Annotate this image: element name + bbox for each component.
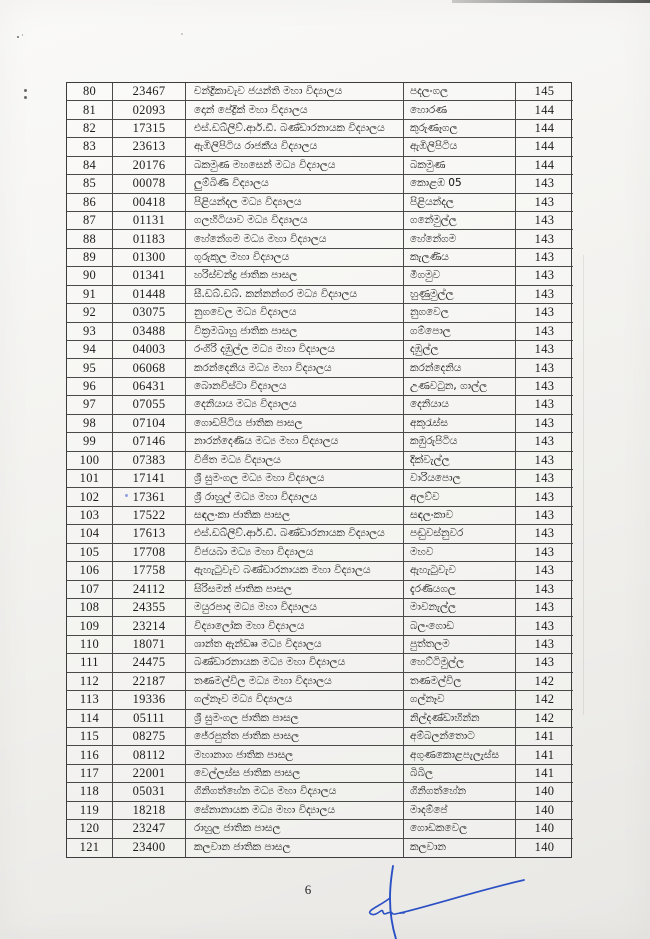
table-cell-place: හේනේගම [404,230,516,248]
table-cell-code: 08112 [113,746,186,764]
scan-speck [24,96,27,99]
table-cell-name: පිළියන්දල මධ්‍ය විද්‍යාලය [186,194,404,212]
table-cell-code: 23613 [113,138,186,156]
table-cell-no: 115 [67,728,113,746]
scan-artifact-vertical-line [583,255,584,715]
table-cell-code: 19336 [113,691,186,709]
table-cell-name: මයුරපාද මධ්‍ය මහා විද්‍යාලය [186,599,404,617]
table-cell-name: ලුම්බිණි විද්‍යාලය [186,175,404,193]
table-cell-code: 24112 [113,581,186,599]
table-cell-value: 140 [534,840,555,855]
table-cell-place: පදලංගල [404,83,516,101]
table-cell-no: 100 [67,452,113,470]
table-cell-value: 142 [516,691,573,709]
table-cell-name: ඇහැටුවැව බණ්ඩාරනායක මහා විද්‍යාලය [186,562,404,580]
table-cell-code: 05111 [113,710,186,728]
table-cell-code: 04003 [113,341,186,359]
table-cell-name: වික්‍රමබාහු ජාතික පාසල [186,323,404,341]
table-cell-no: 109 [67,617,113,635]
table-cell-code: 18071 [113,636,186,654]
table-cell-place: හොරණ [404,101,516,119]
table-cell-value: 143 [516,507,573,525]
table-cell-name: තණමල්විල මධ්‍ය මහා විද්‍යාලය [186,673,404,691]
table-cell-place: මාවනැල්ල [404,599,516,617]
table-cell-value: 143 [516,599,573,617]
scan-speck [17,36,19,38]
table-cell-no: 81 [67,101,113,119]
table-cell-code: 17141 [113,470,186,488]
table-cell-name: එස්.ඩබ්ලිව්.ආර්.ඩී. බණ්ඩාරනායක විද්‍යාලය [186,120,404,138]
table-cell-name: කරන්දෙනිය මධ්‍ය මහා විද්‍යාලය [186,359,404,377]
table-cell-value: 143 [516,617,573,635]
table-cell-no: 84 [67,157,113,175]
table-cell-place: මහව [404,544,516,562]
table-cell-place: පිළියන්දල [404,194,516,212]
table-cell-name: දෙනියාය මධ්‍ය විද්‍යාලය [186,396,404,414]
table-cell-no: 97 [67,396,113,414]
table-cell-no: 98 [67,415,113,433]
table-cell-place: අම්බලන්තොට [404,728,516,746]
table-cell-no: 102 [67,488,113,506]
table-cell-place: බලංගොඩ [404,617,516,635]
table-cell-code: 01183 [113,230,186,248]
table-cell-no: 119 [67,802,113,820]
table-cell-no: 111 [67,654,113,672]
table-cell-value: 143 [516,304,573,322]
table-cell-value: 143 [516,359,573,377]
table-cell-value: 143 [516,323,573,341]
table-cell-code: 23467 [113,83,186,101]
table-cell-place: නිල්දණ්ඩාහින්න [404,710,516,728]
table-cell-no: 120 [67,820,113,838]
table-cell-name: දොන් පේද්‍රික් මහා විද්‍යාලය [186,101,404,119]
table-cell-place: ඇඹිලිපිටිය [404,138,516,156]
table-cell-code: 24475 [113,654,186,672]
table-cell-no: 87 [67,212,113,230]
table-cell-name: නාරන්දෙණිය මධ්‍ය මහා විද්‍යාලය [186,433,404,451]
table-cell-name: විජයබා මධ්‍ය මහා විද්‍යාලය [186,544,404,562]
table-cell-place: මාදම්පේ [404,802,516,820]
table-cell-name: විජිත මධ්‍ය විද්‍යාලය [186,452,404,470]
table-cell-value: 140 [516,820,573,838]
table-cell-value: 143 [516,470,573,488]
table-cell-no: 105 [67,544,113,562]
table-cell-place: සඳලංකාව [404,507,516,525]
table-cell-code: 17758 [113,562,186,580]
table-cell-no: 83 [67,138,113,156]
table-cell-value: 143 [516,488,573,506]
table-cell-no: 104 [67,525,113,543]
table-cell-place: ගල්නෑව [404,691,516,709]
table-cell-place: අලව්ව [404,488,516,506]
table-cell-code: 17613 [113,525,186,543]
table-cell-no: 82 [67,120,113,138]
table-cell-no: 91 [67,286,113,304]
table-cell-place: දික්වැල්ල [404,452,516,470]
table-cell-value: 141 [516,765,573,783]
table-cell-value: 143 [516,249,573,267]
scan-speck [22,34,23,36]
table-cell-value: 143 [516,581,573,599]
table-cell-value: 143 [516,194,573,212]
table-cell-name: ජේරපුත්ත ජාතික පාසල [186,728,404,746]
page-number: 6 [304,882,312,897]
table-cell-place: කඹුරුපිටිය [404,433,516,451]
table-cell-value: 143 [516,452,573,470]
table-cell-no: 117 [67,765,113,783]
table-cell-place: බිබිල [404,765,516,783]
table-cell-code: 20176 [113,157,186,175]
table-cell-place: ගම්පොල [404,323,516,341]
table-cell-code: 22001 [113,765,186,783]
table-cell-place: වාරියපොල [404,470,516,488]
table-cell-name: එස්.ඩබ්ලිව්.ආර්.ඩී. බණ්ඩාරනායක විද්‍යාලය [186,525,404,543]
table-cell-code: 22187 [113,673,186,691]
table-cell-value: 143 [516,544,573,562]
table-cell-place: දැරණියගල [404,581,516,599]
table-cell-name: ගල්නෑව මධ්‍ය විද්‍යාලය [186,691,404,709]
table-cell-value: 141 [516,728,573,746]
table-cell-value: 143 [516,341,573,359]
table-cell-value: 143 [516,396,573,414]
table-cell-no: 80 [67,83,113,101]
table-cell-name: සිරිසමන් ජාතික පාසල [186,581,404,599]
table-cell-place: ගොඩකවෙල [404,820,516,838]
table-cell-no: 113 [67,691,113,709]
table-cell-code: 05031 [113,783,186,801]
table-cell-code: 01448 [113,286,186,304]
table-cell-name: ගලහිටියාව මධ්‍ය විද්‍යාලය [186,212,404,230]
table-cell-no: 110 [67,636,113,654]
table-cell-no: 94 [67,341,113,359]
table-cell-code: 18218 [113,802,186,820]
table-cell-value: 143 [516,562,573,580]
table-cell-code: 06068 [113,359,186,377]
table-cell-name: හේනේගම මධ්‍ය මහා විද්‍යාලය [186,230,404,248]
table-cell-value: 142 [516,673,573,691]
table-cell-name: ශ්‍රී රාහුල් මධ්‍ය මහා විද්‍යාලය [186,488,404,506]
table-cell-code: 17315 [113,120,186,138]
table-cell-place: දඹුල්ල [404,341,516,359]
table-cell-value: 143 [516,175,573,193]
table-cell-place: දෙනියාය [404,396,516,414]
table-cell-code: 23247 [113,820,186,838]
table-cell-name: ශ්‍රී සුමංගල ජාතික පාසල [186,710,404,728]
table-cell-name: ගොඩපිටිය ජාතික පාසල [186,415,404,433]
table-cell-value: 144 [516,138,573,156]
table-cell-code: 06431 [113,378,186,396]
table-cell-code: 23214 [113,617,186,635]
table-cell-name: බණ්ඩාරනායක මධ්‍ය මහා විද්‍යාලය [186,654,404,672]
table-cell-no: 95 [67,359,113,377]
table-cell-code: 17522 [113,507,186,525]
table-cell-code: 01341 [113,267,186,285]
school-results-table [66,82,572,858]
table-cell-value: 143 [516,525,573,543]
table-cell-code: 00078 [113,175,186,193]
table-cell-value: 143 [516,378,573,396]
scan-speck [24,89,27,92]
table-cell-name: ඇඹිලිපිටිය රාජකීය විද්‍යාලය [186,138,404,156]
table-cell-no: 118 [67,783,113,801]
table-cell-code: 24355 [113,599,186,617]
table-cell-no: 89 [67,249,113,267]
table-cell-value: 144 [516,120,573,138]
table-cell-place: හෙට්ටිමුල්ල [404,654,516,672]
table-cell-no: 101 [67,470,113,488]
table-cell-code: 01300 [113,249,186,267]
table-cell-no: 96 [67,378,113,396]
table-cell-no: 112 [67,673,113,691]
table-cell-place: ගිනිගත්හේන [404,783,516,801]
table-cell-value: 143 [516,230,573,248]
table-cell-place: නුගවෙල [404,304,516,322]
table-cell-place: හුණුමුල්ල [404,286,516,304]
table-cell-name: රාහුල ජාතික පාසල [186,820,404,838]
scan-artifact-top-edge [452,0,650,3]
table-cell-code: 00418 [113,194,186,212]
table-cell-no: 92 [67,304,113,322]
table-cell-name: බකමුණ මහසෙන් මධ්‍ය විද්‍යාලය [186,157,404,175]
table-cell-no: 106 [67,562,113,580]
table-cell-value: 143 [516,636,573,654]
table-cell-code: 07146 [113,433,186,451]
scan-speck [181,33,183,35]
table-cell-no: 99 [67,433,113,451]
table-cell-value: 143 [516,267,573,285]
table-cell-name: චන්ද්‍රිකාවැව ජයන්ති මහා විද්‍යාලය [186,83,404,101]
signature [338,856,538,939]
table-cell-place: කැලණිය [404,249,516,267]
table-cell-value: 140 [516,802,573,820]
table-cell-no: 121 [67,839,113,857]
table-cell-code: 03075 [113,304,186,322]
table-cell-no: 116 [67,746,113,764]
table-cell-name: කලවාන ජාතික පාසල [186,839,404,857]
table-cell-value: 142 [516,710,573,728]
table-cell-name: වෙල්ලස්ස ජාතික පාසල [186,765,404,783]
table-cell-name: ශ්‍රී සුමංගල මධ්‍ය මහා විද්‍යාලය [186,470,404,488]
table-cell-code: 07055 [113,396,186,414]
table-cell-no: 107 [67,581,113,599]
table-cell-place: උණවටුන, ගාල්ල [404,378,516,396]
table-cell-value: 140 [516,783,573,801]
table-cell-code: 03488 [113,323,186,341]
table-cell-place: පුත්තලම [404,636,516,654]
table-cell-value: 145 [516,83,573,101]
table-cell-value: 143 [516,433,573,451]
table-cell-no: 90 [67,267,113,285]
table-cell-name: නුගවෙල මධ්‍ය විද්‍යාලය [186,304,404,322]
table-cell-no: 108 [67,599,113,617]
table-cell-place: කරන්දෙනිය [404,359,516,377]
table-cell-place: මීගමුව [404,267,516,285]
table-cell-place: තණමල්විල [404,673,516,691]
table-cell-no: 103 [67,507,113,525]
table-cell-place: කුරුණෑගල [404,120,516,138]
table-cell-no: 88 [67,230,113,248]
table-cell-code: 17708 [113,544,186,562]
table-cell-code: 08275 [113,728,186,746]
table-cell-name: ගිනිගත්හේන මධ්‍ය මහා විද්‍යාලය [186,783,404,801]
table-cell-name: ශාන්ත ඇන්ඩෲ මධ්‍ය විද්‍යාලය [186,636,404,654]
table-cell-code: 01131 [113,212,186,230]
table-cell-place: ගනේමුල්ල [404,212,516,230]
table-cell-place: බකමුණ [404,157,516,175]
table-cell-value: 141 [516,746,573,764]
table-cell-code: 07383 [113,452,186,470]
table-cell-value: 143 [516,415,573,433]
table-cell-value: 144 [516,157,573,175]
table-cell-value: 143 [516,286,573,304]
table-cell-code: 02093 [113,101,186,119]
table-cell-place: ඇහැටුවැව [404,562,516,580]
table-cell-name: මහානාග ජාතික පාසල [186,746,404,764]
table-cell-place: අකුරැස්ස [404,415,516,433]
table-cell-name: රංගිරි දඹුල්ල මධ්‍ය මහා විද්‍යාලය [186,341,404,359]
table-cell-name: ගුරුකුල මහා විද්‍යාලය [186,249,404,267]
table-cell-place: පඬුවස්නුවර [404,525,516,543]
table-cell-name: විද්‍යාලෝක මහා විද්‍යාලය [186,617,404,635]
table-cell-no: 93 [67,323,113,341]
table-cell-code: 23400 [113,839,186,857]
table-cell-name: සඳලංකා ජාතික පාසල [186,507,404,525]
table-cell-no: 114 [67,710,113,728]
table-cell-code: 17361 [113,488,186,506]
table-cell-no: 85 [67,175,113,193]
table-cell-value: 143 [516,654,573,672]
table-cell-no: 86 [67,194,113,212]
table-cell-place: අගුණකොළපැලැස්ස [404,746,516,764]
table-cell-value: 144 [516,101,573,119]
table-cell-value: 143 [516,212,573,230]
table-cell-name: සී.ඩබ්.ඩබ්. කන්නන්ගර මධ්‍ය විද්‍යාලය [186,286,404,304]
table-cell-name: හරිස්චන්ද්‍ර ජාතික පාසල [186,267,404,285]
table-cell-place: කොළඹ 05 [404,175,516,193]
table-cell-place: කලවාන [404,839,516,857]
table-cell-code: 07104 [113,415,186,433]
table-cell-name: බොනවිස්ටා විද්‍යාලය [186,378,404,396]
table-cell-name: සේනානායක මධ්‍ය මහා විද්‍යාලය [186,802,404,820]
